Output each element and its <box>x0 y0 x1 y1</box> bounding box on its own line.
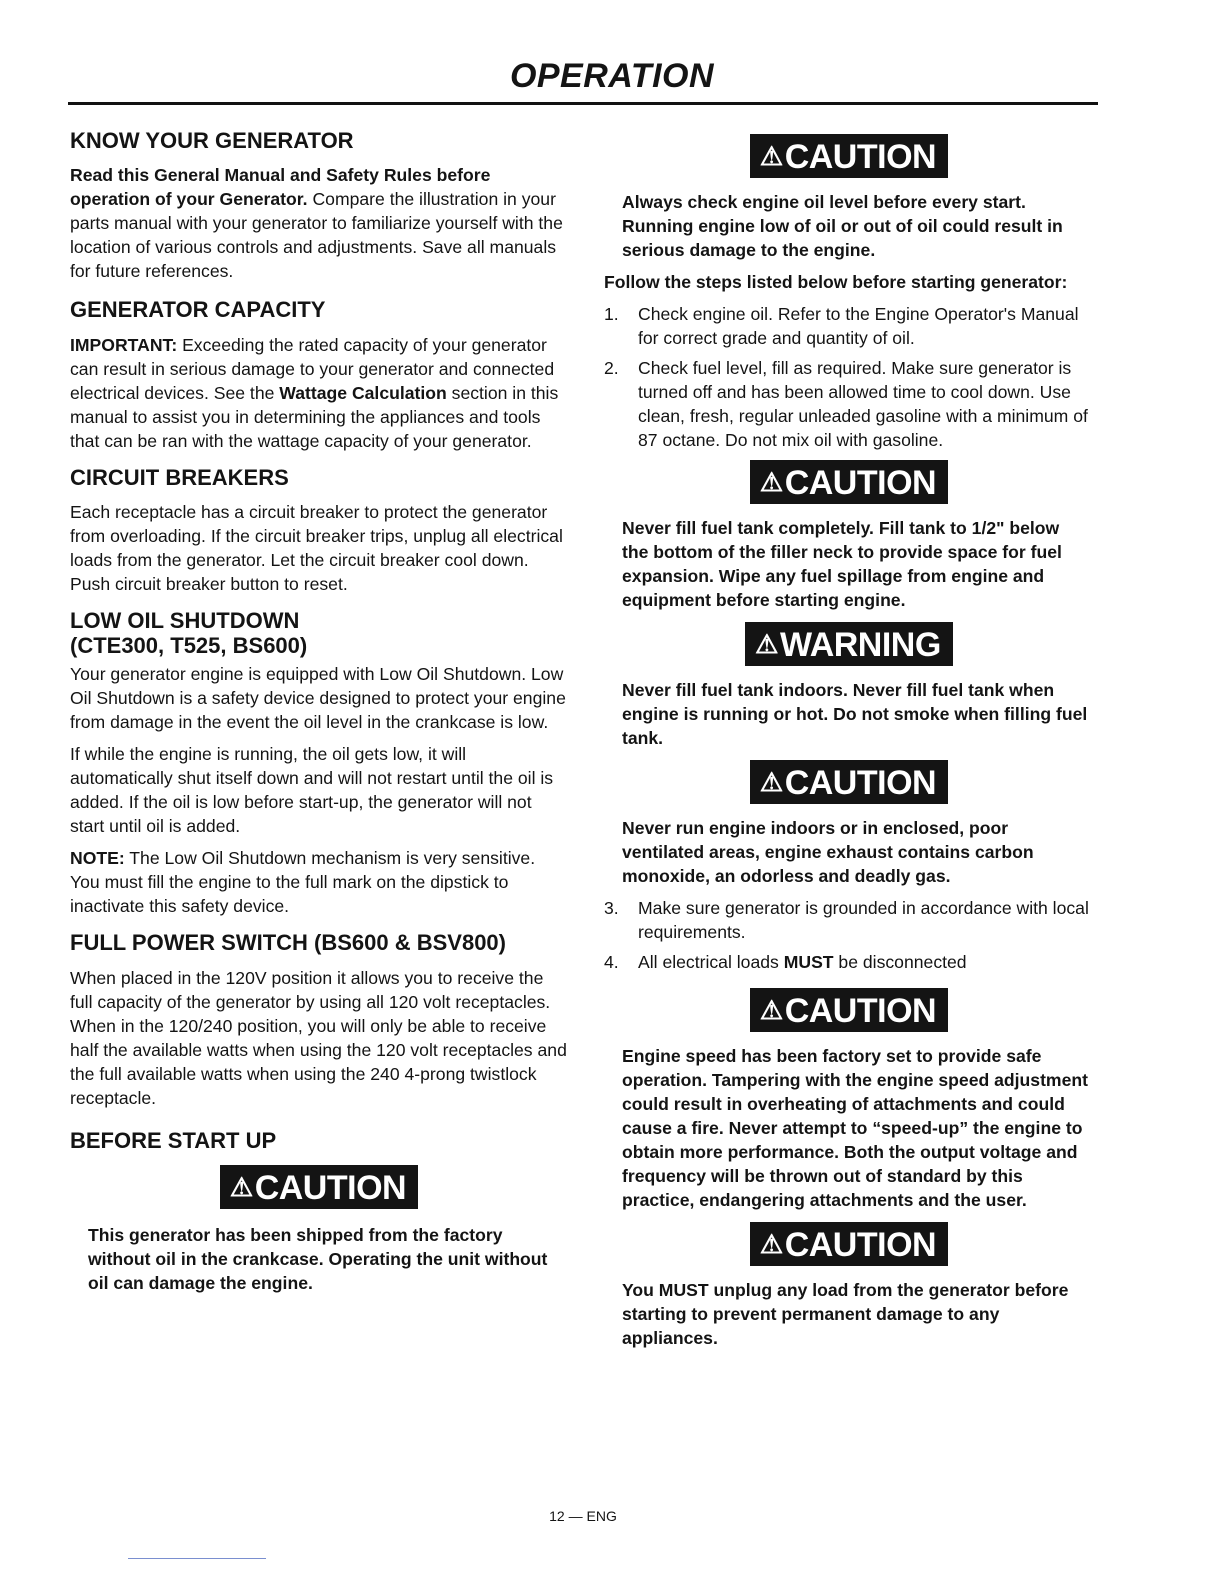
before-caution-text-block <box>88 1223 564 1295</box>
page-number: 12 — ENG <box>549 1508 617 1524</box>
breakers-heading: CIRCUIT BREAKERS <box>70 464 289 490</box>
caution3-badge-wrap <box>604 760 1094 804</box>
warning-triangle-icon: ⚠ <box>759 467 783 497</box>
lowoil-heading-line2: (CTE300, T525, BS600) <box>70 633 308 659</box>
lowoil-note <box>70 846 568 918</box>
caution4-text-block <box>622 1044 1090 1212</box>
list-item: 1. Check engine oil. Refer to the Engine Operator's Manual for correct grade and quantity of oil. <box>604 304 1079 348</box>
caution4-badge-wrap <box>604 988 1094 1032</box>
capacity-text-1: Exceeding the rated capacity of your generator can result in serious damage to your generator and connected electrical devices. See the <box>70 334 555 403</box>
capacity-text-2: section in this manual to assist you in determining the appliances and tools that can be ran with the wattage capacity of your generator. <box>70 382 559 451</box>
fullpower-heading: FULL POWER SWITCH (BS600 & BSV800) <box>70 930 506 956</box>
steps-list-b <box>604 896 1094 974</box>
lowoil-paragraph-1: Your generator engine is equipped with Low Oil Shutdown. Low Oil Shutdown is a safety device designed to protect your engine from damage in the event the oil level in the crankcase is low. <box>70 664 566 733</box>
caution2-text: Never fill fuel tank completely. Fill tank to 1/2" below the bottom of the filler neck to provide space for fuel expansion. Wipe any fuel spillage from engine and equipment before starting engine. <box>622 518 1062 610</box>
fullpower-paragraph: When placed in the 120V position it allows you to receive the full capacity of the generator by using all 120 volt receptacles. When in the 120/240 position, you will only be able to receive half the available watts when using the 120 volt receptacles and the full available watts when using the 240 4-prong twistlock receptacle. <box>70 967 567 1108</box>
before-caution-badge-wrap <box>70 1165 568 1209</box>
lowoil-heading <box>70 608 568 659</box>
caution1-text-block <box>622 190 1090 262</box>
caution-badge: ⚠CAUTION <box>750 988 948 1032</box>
caution-badge: ⚠CAUTION <box>750 460 948 504</box>
caution5-badge-wrap <box>604 1222 1094 1266</box>
lowoil-heading-line1: LOW OIL SHUTDOWN <box>70 607 300 633</box>
warning-triangle-icon: ⚠ <box>759 767 783 797</box>
lowoil-paragraph-2: If while the engine is running, the oil gets low, it will automatically shut itself down and will not restart until the oil is added. If the oil is low before start-up, the generator will not start until oil is added. <box>70 744 554 837</box>
steps-list-a <box>604 302 1094 452</box>
list-item: 3. Make sure generator is grounded in accordance with local requirements. <box>604 898 1089 942</box>
caution2-badge-wrap <box>604 460 1094 504</box>
know-heading: KNOW YOUR GENERATOR <box>70 128 354 153</box>
caution5-text: You MUST unplug any load from the generator before starting to prevent permanent damage to any appliances. <box>622 1280 1069 1348</box>
follow-steps-text: Follow the steps listed below before starting generator: <box>604 272 1068 292</box>
before-heading: BEFORE START UP <box>70 1127 277 1153</box>
warning-triangle-icon: ⚠ <box>229 1172 253 1203</box>
caution3-text-block <box>622 816 1090 888</box>
know-lead: Read this General Manual and Safety Rules before operation of your Generator. <box>70 165 491 210</box>
warning-badge-wrap <box>604 622 1094 666</box>
list-item: 2. Check fuel level, fill as required. Make sure generator is turned off and has been allowed time to cool down. Use clean, fresh, regular unleaded gasoline with a minimum of 87 octane. Do not mix oil with gasoline. <box>604 358 1088 450</box>
caution-badge: ⚠CAUTION <box>750 134 948 178</box>
breakers-paragraph: Each receptacle has a circuit breaker to protect the generator from overloading. If the circuit breaker trips, unplug all electrical loads from the generator. Let the circuit breaker cool down. Push circuit breaker button to reset. <box>70 501 563 594</box>
caution1-text: Always check engine oil level before every start. Running engine low of oil or out of oil could result in serious damage to the engine. <box>622 192 1063 260</box>
caution-badge: ⚠CAUTION <box>750 760 948 804</box>
warning-badge: ⚠WARNING <box>745 622 953 666</box>
warning-triangle-icon: ⚠ <box>759 995 783 1025</box>
important-label: IMPORTANT: <box>70 334 178 355</box>
warning-text: Never fill fuel tank indoors. Never fill fuel tank when engine is running or hot. Do not smoke when filling fuel tank. <box>622 680 1088 748</box>
know-paragraph <box>70 163 568 283</box>
caution3-text: Never run engine indoors or in enclosed, poor ventilated areas, engine exhaust contains carbon monoxide, an odorless and deadly gas. <box>622 818 1034 886</box>
caution4-text: Engine speed has been factory set to provide safe operation. Tampering with the engine speed adjustment could result in overheating of attachments and could cause a fire. Never attempt to “speed-up” the engine to obtain more performance. Both the output voltage and frequency will be thrown out of standard by this practice, endangering attachments and the user. <box>622 1046 1088 1210</box>
right-column <box>604 128 1094 1358</box>
warning-triangle-icon: ⚠ <box>755 629 778 659</box>
left-column <box>70 128 568 1303</box>
caution5-text-block <box>622 1278 1090 1350</box>
note-label: NOTE: <box>70 848 125 869</box>
page-title: OPERATION <box>509 57 715 95</box>
before-caution-text: This generator has been shipped from the factory without oil in the crankcase. Operating the unit without oil can damage the engine. <box>88 1225 548 1294</box>
caution-badge: ⚠CAUTION <box>750 1222 948 1266</box>
caution2-text-block <box>622 516 1090 612</box>
warning-triangle-icon: ⚠ <box>759 141 783 171</box>
capacity-paragraph <box>70 333 568 453</box>
caution-badge: ⚠CAUTION <box>220 1165 418 1209</box>
warning-text-block <box>622 678 1090 750</box>
note-text: The Low Oil Shutdown mechanism is very sensitive. You must fill the engine to the full mark on the dipstick to inactivate this safety device. <box>70 848 536 917</box>
wattage-calculation: Wattage Calculation <box>279 382 447 403</box>
capacity-heading: GENERATOR CAPACITY <box>70 297 326 323</box>
know-text: Compare the illustration in your parts manual with your generator to familiarize yourself with the location of various controls and adjustments. Save all manuals for future references. <box>70 189 563 282</box>
list-item: 4. All electrical loads MUST be disconnected <box>604 952 967 972</box>
caution1-badge-wrap <box>604 134 1094 178</box>
title-rule <box>68 102 1098 105</box>
warning-triangle-icon: ⚠ <box>759 1229 783 1259</box>
footer-rule <box>128 1558 266 1559</box>
